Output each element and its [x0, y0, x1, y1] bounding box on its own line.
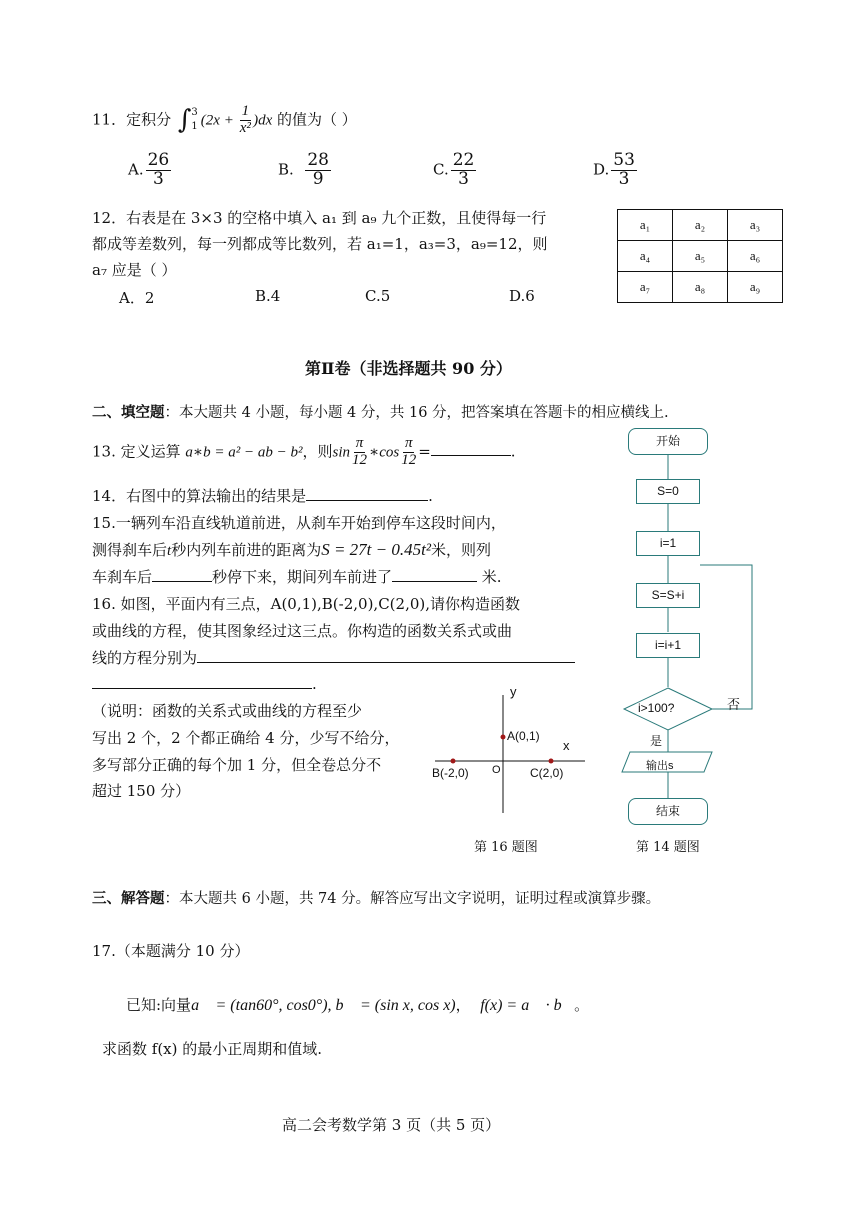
q11-option-d: D. $\frac{53}{3}$: [593, 150, 635, 189]
table-cell: a₅: [673, 241, 728, 272]
flow-inc: i=i+1: [636, 633, 700, 658]
fill-heading: 二、填空题：本大题共 4 小题，每小题 4 分，共 16 分，把答案填在答题卡的相应横线上.: [92, 404, 669, 421]
q11-tail: )dx: [253, 112, 273, 129]
q11-suffix: 的值为（ ）: [277, 110, 357, 129]
table-cell: a₃: [728, 210, 783, 241]
answer-blank[interactable]: [92, 673, 312, 689]
answer-blank[interactable]: [197, 647, 575, 663]
q12-option-a: A．2: [119, 289, 155, 307]
answer-blank[interactable]: [392, 566, 477, 582]
point-c: [549, 759, 554, 764]
flow-s0: S=0: [636, 479, 700, 504]
q11-line: [92, 104, 357, 137]
section-title: 第Ⅱ卷（非选择题共 90 分）: [305, 359, 512, 378]
q17-given: 已知:向量a⃗ = (tan60°, cos0°), b⃗ = (sin x, cos x)， f(x) = a⃗ · b⃗。: [126, 996, 590, 1014]
flow-i1: i=1: [636, 531, 700, 556]
fig16-point-b-label: B(-2,0): [432, 766, 469, 780]
q15-line1: 15.一辆列车沿直线轨道前进，从刹车开始到停车这段时间内，: [92, 514, 506, 532]
fig16-origin-label: O: [492, 764, 501, 776]
integral-symbol: ∫: [177, 105, 192, 136]
q11-fraction: $\frac{1}{\text{x²}}$: [239, 103, 251, 136]
table-cell: a₂: [673, 210, 728, 241]
fig16-x-label: x: [563, 738, 570, 753]
table-row: [618, 272, 783, 303]
q12-grid-table: [617, 209, 783, 303]
integral-bounds: 3 1: [191, 107, 198, 133]
q16-note3: 多写部分正确的每个加 1 分，但全卷总分不: [92, 756, 382, 774]
q16-line3: 线的方程分别为: [92, 647, 575, 668]
fig16-caption: 第 16 题图: [474, 840, 538, 855]
point-b: [451, 759, 456, 764]
q12-line1: 12．右表是在 3×3 的空格中填入 a₁ 到 a₉ 九个正数，且使得每一行: [92, 209, 547, 227]
flow-condition: i>100?: [638, 701, 675, 715]
q14-line: 14．右图中的算法输出的结果是 .: [92, 487, 433, 505]
q16-note1: （说明：函数的关系式或曲线的方程至少: [92, 702, 363, 720]
flow-sum: S=S+i: [636, 583, 700, 608]
point-a: [501, 735, 506, 740]
q15-line3: 车刹车后 秒停下来，期间列车前进了 米.: [92, 568, 502, 586]
answer-blank[interactable]: [306, 485, 428, 501]
table-cell: a₄: [618, 241, 673, 272]
q17-title: 17.（本题满分 10 分）: [92, 942, 250, 960]
fig14-caption: 第 14 题图: [636, 840, 700, 855]
q16-line2: 或曲线的方程，使其图象经过这三点。你构造的函数关系式或曲: [92, 622, 513, 640]
flow-start: 开始: [628, 428, 708, 455]
table-row: [618, 210, 783, 241]
answer-blank[interactable]: [431, 440, 511, 456]
table-cell: a₉: [728, 272, 783, 303]
q17-ask: 求函数 f(x) 的最小正周期和值域.: [102, 1040, 323, 1058]
flow-yes-label: 是: [650, 734, 663, 748]
q12-option-d: D.6: [509, 287, 535, 305]
solve-heading: 三、解答题：本大题共 6 小题，共 74 分。解答应写出文字说明，证明过程或演算步骤。: [92, 890, 661, 907]
q11-option-b: B. $\frac{28}{9}$: [278, 150, 329, 189]
table-cell: a₁: [618, 210, 673, 241]
q12-option-b: B.4: [255, 287, 281, 305]
flow-end: 结束: [628, 798, 708, 825]
q15-line2: 测得刹车后t秒内列车前进的距离为S = 27t − 0.45t²米，则列: [92, 540, 491, 559]
q16-line4: .: [92, 673, 317, 693]
table-cell: a₈: [673, 272, 728, 303]
page-footer: 高二会考数学第 3 页（共 5 页）: [282, 1116, 501, 1134]
q11-prefix: 11．定积分: [92, 110, 172, 129]
q12-line2: 都成等差数列，每一列都成等比数列，若 a₁=1，a₃=3，a₉=12，则: [92, 235, 548, 253]
q11-option-a: A. $\frac{26}{3}$: [128, 150, 170, 189]
q16-note4: 超过 150 分）: [92, 782, 191, 800]
table-row: [618, 241, 783, 272]
fig16-y-label: y: [510, 684, 517, 699]
q16-line1: 16. 如图，平面内有三点，A(0,1),B(-2,0),C(2,0),请你构造函数: [92, 595, 521, 613]
q11-option-c: C. $\frac{22}{3}$: [433, 150, 475, 189]
flow-output: 输出s: [646, 760, 674, 772]
q12-option-c: C.5: [365, 287, 391, 305]
fig16-point-a-label: A(0,1): [507, 729, 540, 743]
answer-blank[interactable]: [152, 566, 212, 582]
q11-integrand: (2x +: [200, 112, 238, 129]
table-cell: a₇: [618, 272, 673, 303]
q12-line3: a₇ 应是（ ）: [92, 261, 177, 279]
q16-note2: 写出 2 个，2 个都正确给 4 分，少写不给分，: [92, 729, 400, 747]
fig16-point-c-label: C(2,0): [530, 766, 564, 780]
flow-no-label: 否: [727, 698, 741, 713]
table-cell: a₆: [728, 241, 783, 272]
q13-line: 13. 定义运算 a∗b = a² − ab − b²，则sin $\frac{\pi}{12}$ ∗cos $\frac{\pi}{12}$ = .: [92, 435, 516, 468]
